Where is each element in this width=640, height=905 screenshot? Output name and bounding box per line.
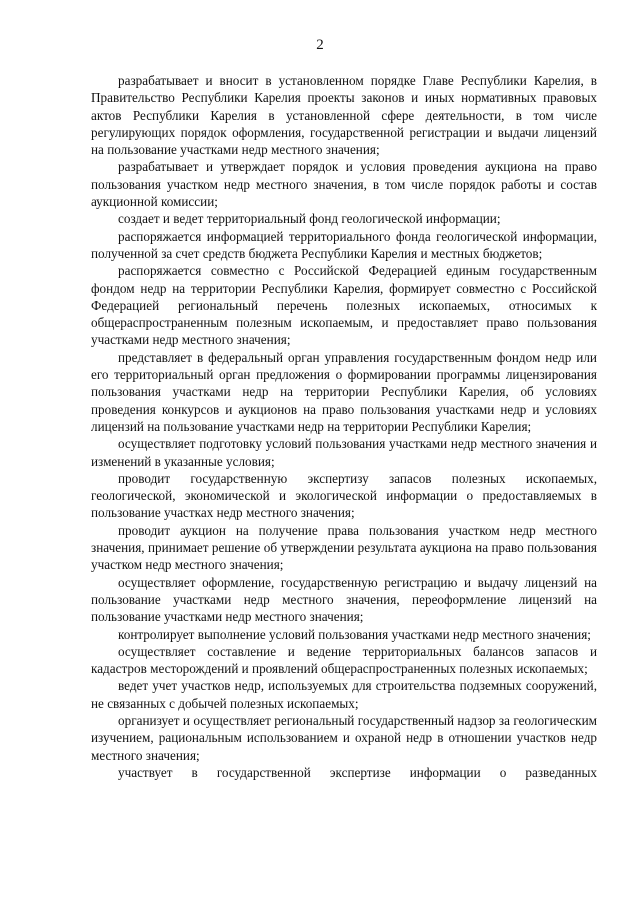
paragraph: осуществляет подготовку условий пользования участками недр местного значения и изменений в указанные условия; [91,436,597,469]
paragraph: разрабатывает и утверждает порядок и условия проведения аукциона на право пользования участком недр местного значения, в том числе порядок работы и состав аукционной комиссии; [91,159,597,210]
document-body [91,72,597,781]
paragraph: участвует в государственной экспертизе информации о разведанных [118,764,597,780]
paragraph: контролирует выполнение условий пользования участками недр местного значения; [118,626,591,642]
paragraph: распоряжается информацией территориального фонда геологической информации, полученной за счет средств бюджета Республики Карелия и местных бюджетов; [91,228,597,261]
paragraph: разрабатывает и вносит в установленном порядке Главе Республики Карелия, в Правительство Республики Карелия проекты законов и иных нормативных правовых актов Республики Карелия в установленной сфере деятельности, в том числе регулирующих порядок оформления, государственной регистрации и выдачи лицензий на пользование участками недр местного значения; [91,73,597,158]
paragraph: проводит аукцион на получение права пользования участком недр местного значения, принимает решение об утверждении результата аукциона на право пользования участком недр местного значения; [91,522,597,573]
page-number: 2 [316,37,324,53]
paragraph: создает и ведет территориальный фонд геологической информации; [118,211,501,227]
paragraph: организует и осуществляет региональный государственный надзор за геологическим изучением, рациональным использованием и охраной недр в отношении участков недр местного значения; [91,712,597,763]
paragraph: ведет учет участков недр, используемых для строительства подземных сооружений, не связанных с добычей полезных ископаемых; [91,678,597,711]
paragraph: проводит государственную экспертизу запасов полезных ископаемых, геологической, экономической и экологической информации о предоставляемых в пользование участках недр местного значения; [91,470,597,521]
paragraph: осуществляет составление и ведение территориальных балансов запасов и кадастров месторождений и проявлений общераспространенных полезных ископаемых; [91,643,597,677]
paragraph: представляет в федеральный орган управления государственным фондом недр или его территориальный орган предложения о формировании программы лицензирования пользования участками недр на территории Республики Карелия, об условиях проведения конкурсов и аукционов на право пользования участками недр и условиях лицензий на пользование участками недр на территории Республики Карелия; [91,349,597,434]
paragraph: распоряжается совместно с Российской Федерацией единым государственным фондом недр на территории Республики Карелия, формирует совместно с Российской Федерацией региональный перечень полезных ископаемых, относимых к общераспространенным полезным ископаемым, и предоставляет право пользования участками недр местного значения; [91,263,597,348]
paragraph: осуществляет оформление, государственную регистрацию и выдачу лицензий на пользование участками недр местного значения, переоформление лицензий на пользование участками недр местного значения; [91,574,597,625]
